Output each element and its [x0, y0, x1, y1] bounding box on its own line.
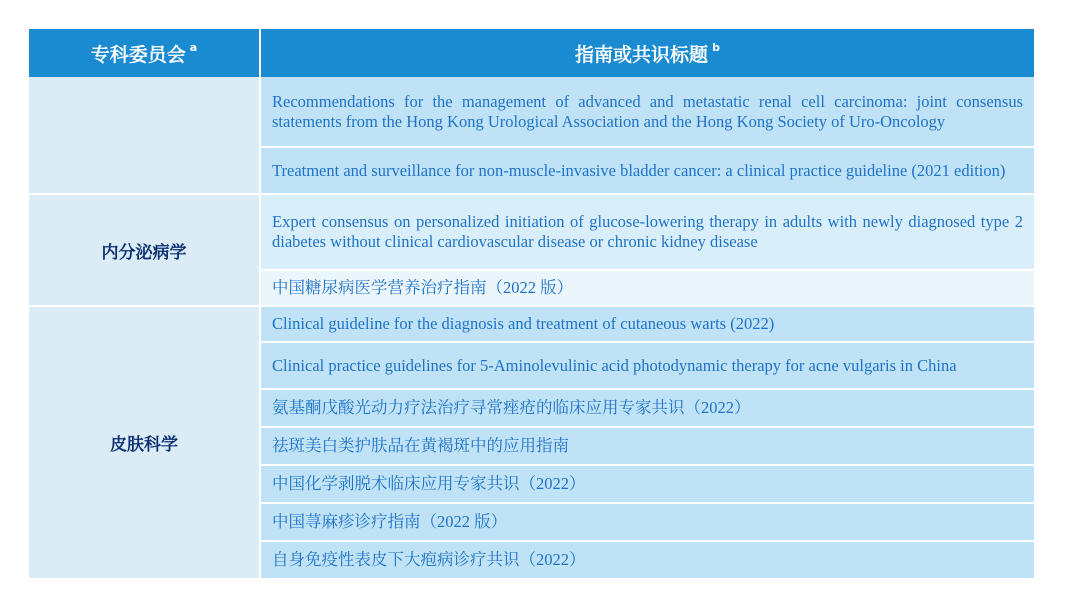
- guideline-title: 中国化学剥脱术临床应用专家共识（2022）: [260, 465, 1034, 503]
- guideline-title: 祛斑美白类护肤品在黄褐斑中的应用指南: [260, 427, 1034, 465]
- guideline-title: Expert consensus on personalized initiation of glucose-lowering therapy in adults with newly diagnosed type 2 diabetes without clinical cardiovascular disease or chronic kidney disease: [260, 194, 1034, 270]
- header-guideline-label: 指南或共识标题: [575, 43, 709, 66]
- header-committee: [29, 29, 260, 77]
- header-committee-label: 专科委员会: [90, 43, 186, 66]
- guideline-title: Recommendations for the management of advanced and metastatic renal cell carcinoma: joint consensus statements from the Hong Kong Urological Association and the Hong Kong Society of Uro-Oncology: [260, 77, 1034, 147]
- guideline-title: Treatment and surveillance for non-muscle-invasive bladder cancer: a clinical practice guideline (2021 edition): [260, 147, 1034, 194]
- table-row: [29, 77, 1034, 147]
- guideline-title: 中国荨麻疹诊疗指南（2022 版）: [260, 503, 1034, 541]
- header-guideline-title: [260, 29, 1034, 77]
- header-guideline-footnote: b: [712, 41, 720, 55]
- guideline-title: 自身免疫性表皮下大疱病诊疗共识（2022）: [260, 541, 1034, 579]
- table-header-row: [29, 29, 1034, 77]
- guideline-title: 氨基酮戊酸光动力疗法治疗寻常痤疮的临床应用专家共识（2022）: [260, 389, 1034, 427]
- category-cell: 内分泌病学: [29, 194, 260, 306]
- table-row: [29, 306, 1034, 342]
- guideline-title: Clinical guideline for the diagnosis and treatment of cutaneous warts (2022): [260, 306, 1034, 342]
- guideline-title: 中国糖尿病医学营养治疗指南（2022 版）: [260, 270, 1034, 306]
- guideline-title: Clinical practice guidelines for 5-Aminolevulinic acid photodynamic therapy for acne vulgaris in China: [260, 342, 1034, 389]
- table-row: [29, 194, 1034, 270]
- guideline-table: [29, 29, 1034, 580]
- header-committee-footnote: a: [189, 41, 198, 55]
- category-cell: 皮肤科学: [29, 306, 260, 579]
- category-cell: [29, 77, 260, 194]
